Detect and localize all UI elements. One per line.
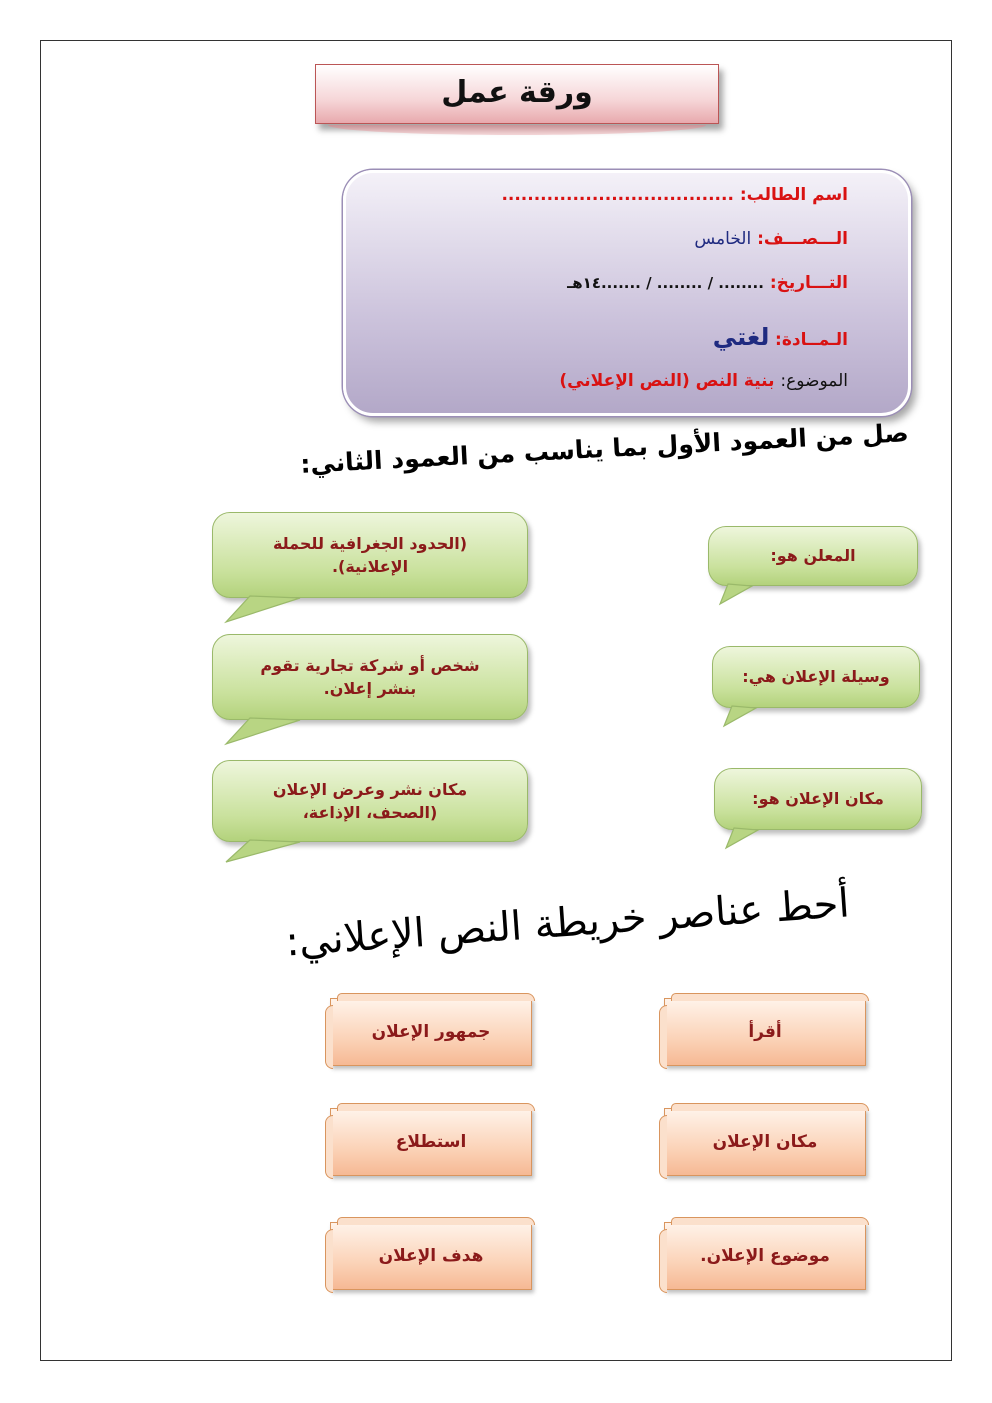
map-item-right-3-label: موضوع الإعلان. — [700, 1246, 830, 1266]
map-item-left-1-label: جمهور الإعلان — [371, 1022, 491, 1042]
topic-label: الموضوع: — [780, 371, 848, 391]
subject-value: لغتي — [712, 323, 770, 351]
map-item-right-3[interactable] — [664, 1222, 866, 1290]
student-info-box — [343, 170, 911, 416]
match-answer-2[interactable]: شخص أو شركة تجارية تقوم بنشر إعلان. — [212, 634, 528, 720]
map-item-right-1[interactable] — [664, 998, 866, 1066]
topic-value: بنية النص (النص الإعلاني) — [559, 371, 775, 391]
class-row — [694, 229, 848, 249]
date-row — [567, 273, 848, 293]
date-label: التـــاريخ: — [769, 273, 848, 293]
student-name-row — [501, 185, 848, 205]
class-label: الـــصـــف: — [757, 229, 848, 249]
map-item-right-2-label: مكان الإعلان — [712, 1132, 818, 1152]
student-name-label: اسم الطالب: — [739, 185, 848, 205]
map-item-left-3-label: هدف الإعلان — [378, 1246, 484, 1266]
map-item-left-2-label: استطلاع — [395, 1132, 467, 1152]
map-item-right-1-label: أقرأ — [748, 1022, 782, 1042]
match-prompt-2[interactable]: وسيلة الإعلان هي: — [712, 646, 920, 708]
section1-heading: صل من العمود الأول بما يناسب من العمود الثاني: — [299, 418, 910, 479]
class-value: الخامس — [694, 229, 752, 249]
map-item-left-2[interactable] — [330, 1108, 532, 1176]
match-prompt-1[interactable]: المعلن هو: — [708, 526, 918, 586]
section2-heading: أحط عناصر خريطة النص الإعلاني: — [284, 880, 851, 966]
title-banner — [315, 64, 719, 124]
map-item-left-3[interactable] — [330, 1222, 532, 1290]
topic-row — [559, 371, 848, 391]
page-title: ورقة عمل — [441, 75, 593, 110]
subject-label: الـمــادة: — [775, 330, 848, 350]
match-answer-1[interactable]: (الحدود الجغرافية للحملة الإعلانية). — [212, 512, 528, 598]
date-blank[interactable]: ........ / ........ / .......١٤هـ — [567, 274, 764, 292]
map-item-left-1[interactable] — [330, 998, 532, 1066]
map-item-right-2[interactable] — [664, 1108, 866, 1176]
match-prompt-3[interactable]: مكان الإعلان هو: — [714, 768, 922, 830]
subject-row — [713, 323, 848, 351]
student-name-blank[interactable]: .................................... — [501, 185, 734, 205]
match-answer-3[interactable]: مكان نشر وعرض الإعلان (الصحف، الإذاعة، — [212, 760, 528, 842]
